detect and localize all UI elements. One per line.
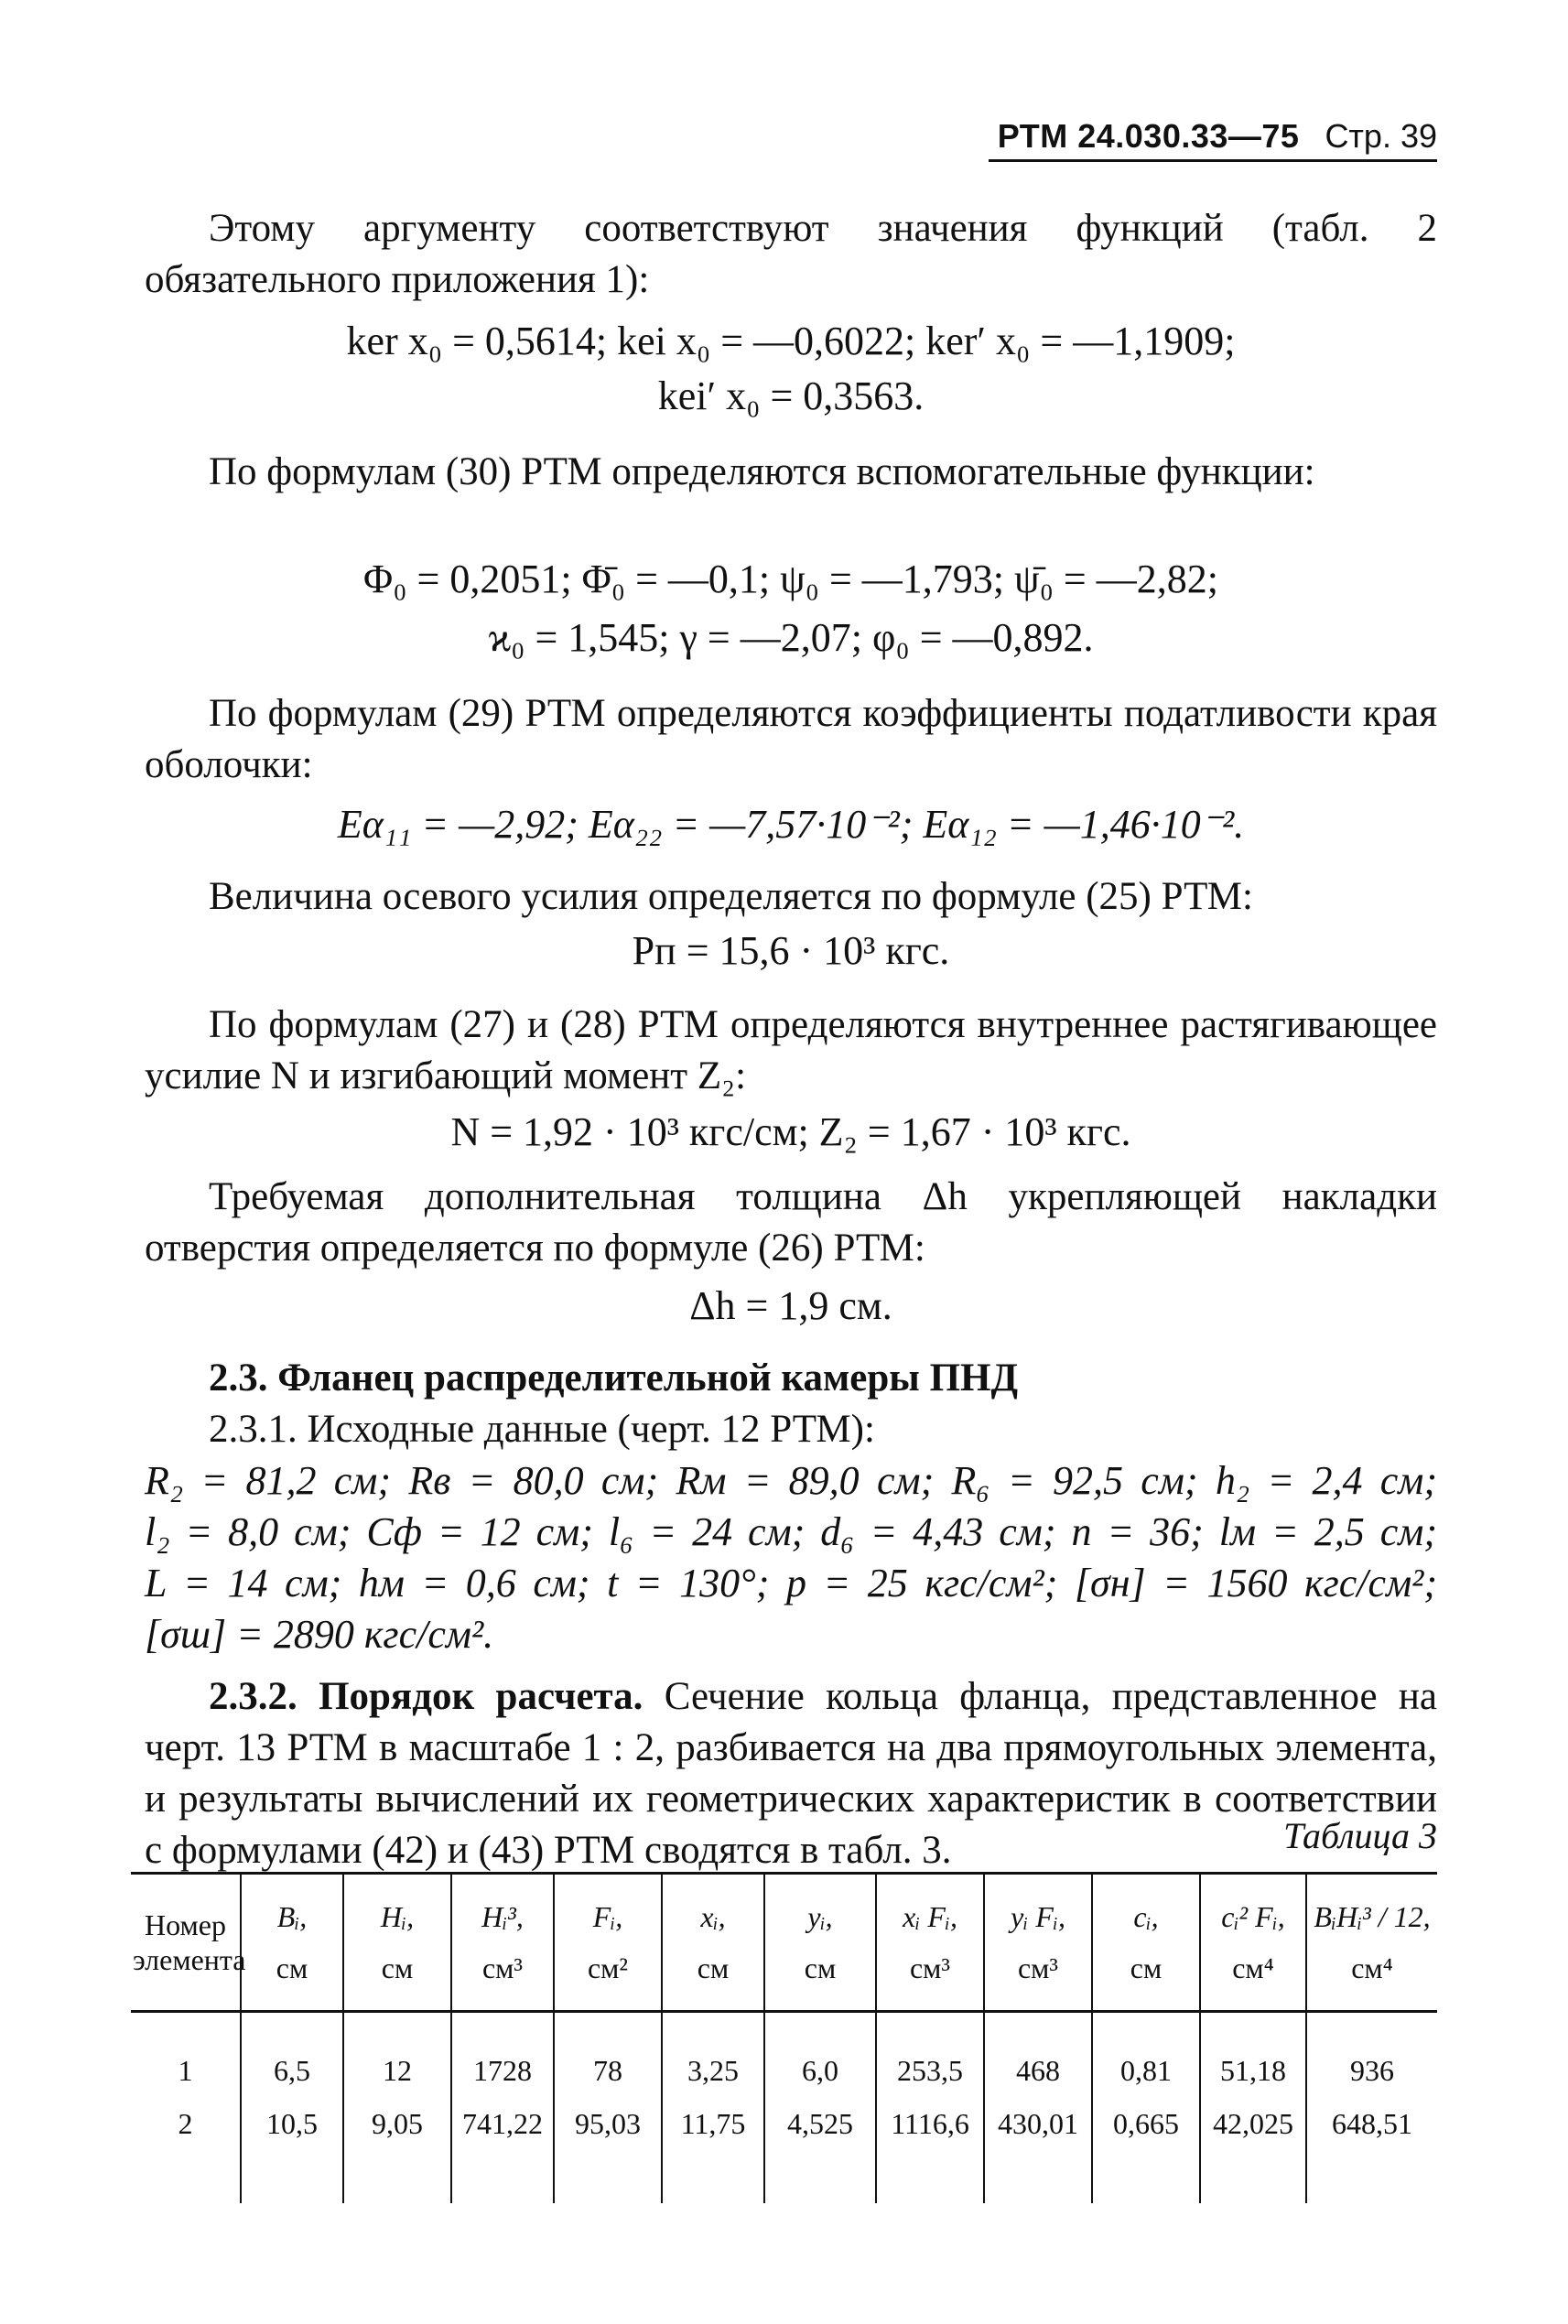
table-row: 1 6,5 12 1728 78 3,25 6,0 253,5 468 0,81 51,18 936 <box>131 2044 1437 2097</box>
input-data-line-1: R₂ = 81,2 см; Rв = 80,0 см; Rм = 89,0 см; R₆ = 92,5 см; h₂ = 2,4 см; <box>145 1458 1437 1503</box>
col-header-y: yᵢ, см <box>764 1874 876 2012</box>
formula-kelvin-line-1: ker x₀ = 0,5614; kei x₀ = —0,6022; ker′ x₀ = —1,1909; <box>346 319 1236 363</box>
col-header-h-cubed: Hᵢ³, см³ <box>451 1874 554 2012</box>
col-header-element: Номер элемента <box>131 1874 241 2012</box>
subsection-title: 2.3.1. Исходные данные (черт. 12 РТМ): <box>209 1408 875 1451</box>
document-code: РТМ 24.030.33—75 <box>997 117 1300 155</box>
compliance-paragraph: По формулам (29) РТМ определяются коэффициенты податливости края оболочки: <box>145 692 1437 786</box>
col-header-f: Fᵢ, см² <box>554 1874 662 2012</box>
col-header-h: Hᵢ, см <box>343 1874 451 2012</box>
col-header-c: cᵢ, см <box>1092 1874 1200 2012</box>
thickness-paragraph: Требуемая дополнительная толщина Δh укрепляющей накладки отверстия определяется по формуле (26) РТМ: <box>145 1175 1437 1270</box>
formula-thickness: Δh = 1,9 см. <box>689 1283 892 1328</box>
page-number: Стр. 39 <box>1325 117 1437 155</box>
formula-kelvin-line-2: kei′ x₀ = 0,3563. <box>657 373 925 418</box>
table-caption: Таблица 3 <box>1283 1815 1437 1856</box>
axial-force-paragraph: Величина осевого усилия определяется по формуле (25) РТМ: <box>209 875 1253 918</box>
col-header-bh3-12: BᵢHᵢ³ / 12, см⁴ <box>1306 1874 1437 2012</box>
section-title: 2.3. Фланец распределительной камеры ПНД <box>209 1357 1019 1400</box>
intro-paragraph: Этому аргументу соответствуют значения функций (табл. 2 обязательного приложения 1): <box>145 207 1437 301</box>
input-data-line-3: L = 14 см; hм = 0,6 см; t = 130°; p = 25 кгс/см²; [σн] = 1560 кгс/см²; <box>145 1561 1437 1605</box>
calc-text: Сечение кольца фланца, представленное на черт. 13 РТМ в масштабе 1 : 2, разбивается на два прямоугольных элемента, и результаты вычислений их геометрических характеристик в соответствии с формулами (42) и (43) РТМ сводятся в табл. 3. <box>145 1675 1437 1872</box>
input-data-line-4: [σш] = 2890 кгс/см². <box>145 1612 494 1657</box>
formula-aux-line-2: ϰ₀ = 1,545; γ = —2,07; φ₀ = —0,892. <box>488 615 1094 660</box>
table-spacer-row <box>131 2012 1437 2045</box>
formula-compliance: Eα₁₁ = —2,92; Eα₂₂ = —7,57·10⁻²; Eα₁₂ = —1,46·10⁻². <box>337 802 1245 847</box>
table-tail-row <box>131 2150 1437 2203</box>
aux-functions-paragraph: По формулам (30) РТМ определяются вспомогательные функции: <box>209 450 1315 493</box>
table-row: 2 10,5 9,05 741,22 95,03 11,75 4,525 1116,6 430,01 0,665 42,025 648,51 <box>131 2097 1437 2150</box>
table-header-row <box>131 1874 1437 2012</box>
col-header-yf: yᵢ Fᵢ, см³ <box>984 1874 1092 2012</box>
formula-tension: N = 1,92 · 10³ кгс/см; Z₂ = 1,67 · 10³ кгс. <box>450 1109 1131 1154</box>
formula-axial-force: Pп = 15,6 · 10³ кгс. <box>632 928 950 973</box>
calc-heading: 2.3.2. Порядок расчета. <box>209 1675 643 1718</box>
col-header-b: Bᵢ, см <box>241 1874 343 2012</box>
col-header-c2f: cᵢ² Fᵢ, см⁴ <box>1200 1874 1306 2012</box>
page-header <box>989 117 1437 162</box>
input-data-line-2: l₂ = 8,0 см; Cф = 12 см; l₆ = 24 см; d₆ = 4,43 см; n = 36; lм = 2,5 см; <box>145 1509 1437 1554</box>
geometry-table <box>131 1872 1437 2203</box>
formula-aux-line-1: Φ₀ = 0,2051; Φ̄₀ = —0,1; ψ₀ = —1,793; ψ̄₀ = —2,82; <box>363 557 1218 601</box>
col-header-xf: xᵢ Fᵢ, см³ <box>876 1874 984 2012</box>
col-header-x: xᵢ, см <box>662 1874 764 2012</box>
tension-paragraph: По формулам (27) и (28) РТМ определяются внутреннее растягивающее усилие N и изгибающий момент Z₂: <box>145 1003 1437 1097</box>
